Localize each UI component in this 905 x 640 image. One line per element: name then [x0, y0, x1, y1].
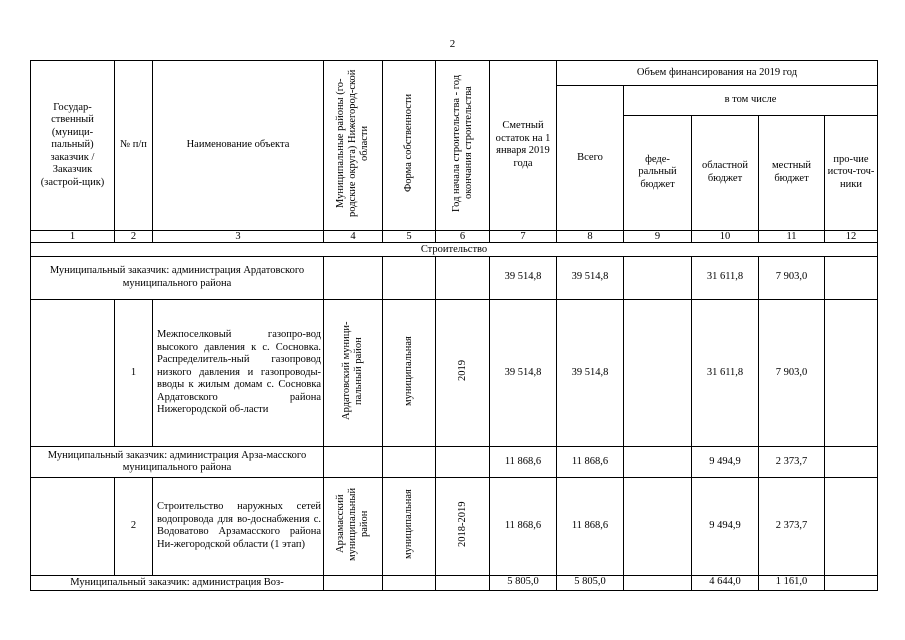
federal-value: [624, 299, 692, 447]
column-number: 7: [490, 230, 557, 242]
object-district-text: Ардатовский муници-пальный район: [341, 321, 364, 420]
object-years: [436, 478, 490, 576]
column-number: 3: [153, 230, 324, 242]
total-value: 39 514,8: [557, 256, 624, 299]
local-value: 1 161,0: [759, 575, 825, 590]
estimate-value: 39 514,8: [490, 299, 557, 447]
total-value: 11 868,6: [557, 447, 624, 478]
local-value: 7 903,0: [759, 299, 825, 447]
regional-value: 31 611,8: [692, 299, 759, 447]
header-object-name: Наименование объекта: [153, 61, 324, 231]
object-number: 1: [115, 299, 153, 447]
empty-cell: [436, 575, 490, 590]
header-customer: Государ-ственный (муници-пальный) заказчик / Заказчик (застрой-щик): [31, 61, 115, 231]
customer-row: [31, 447, 878, 478]
regional-value: 9 494,9: [692, 447, 759, 478]
federal-value: [624, 575, 692, 590]
object-district: [324, 299, 383, 447]
other-value: [825, 575, 878, 590]
object-row: [31, 478, 878, 576]
column-number: 12: [825, 230, 878, 242]
header-ownership-text: Форма собственности: [403, 93, 414, 193]
header-regional: областной бюджет: [692, 115, 759, 230]
customer-name: Муниципальный заказчик: администрация Воз-: [31, 575, 324, 590]
empty-cell: [383, 256, 436, 299]
empty-cell: [436, 447, 490, 478]
other-value: [825, 447, 878, 478]
object-years-text: 2019: [456, 360, 468, 381]
estimate-value: 5 805,0: [490, 575, 557, 590]
customer-name: Муниципальный заказчик: администрация Арза-масского муниципального района: [31, 447, 324, 478]
header-ownership: [383, 61, 436, 231]
header-num: № п/п: [115, 61, 153, 231]
empty-cell: [324, 575, 383, 590]
page-number: 2: [449, 38, 456, 50]
object-ownership-text: муниципальная: [403, 489, 414, 559]
section-title: Строительство: [31, 242, 878, 256]
customer-row: [31, 256, 878, 299]
regional-value: 9 494,9: [692, 478, 759, 576]
empty-cell: [436, 256, 490, 299]
header-total: Всего: [557, 86, 624, 231]
federal-value: [624, 256, 692, 299]
estimate-value: 11 868,6: [490, 478, 557, 576]
object-name: Строительство наружных сетей водопровода для во-доснабжения с. Водоватово Арзамасского района Ни-жегородской области (1 этап): [153, 478, 324, 576]
local-value: 7 903,0: [759, 256, 825, 299]
customer-name: Муниципальный заказчик: администрация Ардатовского муниципального района: [31, 256, 324, 299]
object-district-text: Арзамасский муниципальный район: [335, 487, 370, 561]
header-local: местный бюджет: [759, 115, 825, 230]
column-number: 10: [692, 230, 759, 242]
header-districts-text: Муниципальные районы (го-родские округа) Нижегород-ской области: [335, 69, 370, 217]
column-number: 4: [324, 230, 383, 242]
column-number: 6: [436, 230, 490, 242]
estimate-value: 39 514,8: [490, 256, 557, 299]
header-funding: Объем финансирования на 2019 год: [557, 61, 878, 86]
empty-cell: [31, 478, 115, 576]
header-row-1: [31, 61, 878, 86]
header-including: в том числе: [624, 86, 878, 116]
object-district: [324, 478, 383, 576]
column-number: 9: [624, 230, 692, 242]
object-years: [436, 299, 490, 447]
other-value: [825, 256, 878, 299]
object-ownership: [383, 478, 436, 576]
empty-cell: [324, 256, 383, 299]
other-value: [825, 478, 878, 576]
column-number: 1: [31, 230, 115, 242]
section-row: [31, 242, 878, 256]
object-ownership-text: муниципальная: [403, 335, 414, 406]
empty-cell: [383, 447, 436, 478]
object-number: 2: [115, 478, 153, 576]
column-number-row: [31, 230, 878, 242]
local-value: 2 373,7: [759, 447, 825, 478]
financing-table: [30, 60, 878, 591]
other-value: [825, 299, 878, 447]
object-name: Межпоселковый газопро-вод высокого давления к с. Сосновка. Распределитель-ный газопровод низкого давления и газопроводы-вводы к жилым домам с. Сосновка Ардатовского района Нижегородской об-ласти: [153, 299, 324, 447]
federal-value: [624, 478, 692, 576]
empty-cell: [383, 575, 436, 590]
total-value: 39 514,8: [557, 299, 624, 447]
estimate-value: 11 868,6: [490, 447, 557, 478]
column-number: 2: [115, 230, 153, 242]
empty-cell: [31, 299, 115, 447]
header-other: про-чие источ-точ-ники: [825, 115, 878, 230]
total-value: 5 805,0: [557, 575, 624, 590]
header-years: [436, 61, 490, 231]
column-number: 5: [383, 230, 436, 242]
object-row: [31, 299, 878, 447]
object-ownership: [383, 299, 436, 447]
object-years-text: 2018-2019: [456, 501, 468, 547]
column-number: 11: [759, 230, 825, 242]
header-years-text: Год начала строительства - год окончания строительства: [450, 74, 474, 212]
header-federal: феде-ральный бюджет: [624, 115, 692, 230]
header-districts: [324, 61, 383, 231]
regional-value: 31 611,8: [692, 256, 759, 299]
column-number: 8: [557, 230, 624, 242]
local-value: 2 373,7: [759, 478, 825, 576]
empty-cell: [324, 447, 383, 478]
total-value: 11 868,6: [557, 478, 624, 576]
federal-value: [624, 447, 692, 478]
regional-value: 4 644,0: [692, 575, 759, 590]
customer-row: [31, 575, 878, 590]
header-estimate: Сметный остаток на 1 января 2019 года: [490, 61, 557, 231]
